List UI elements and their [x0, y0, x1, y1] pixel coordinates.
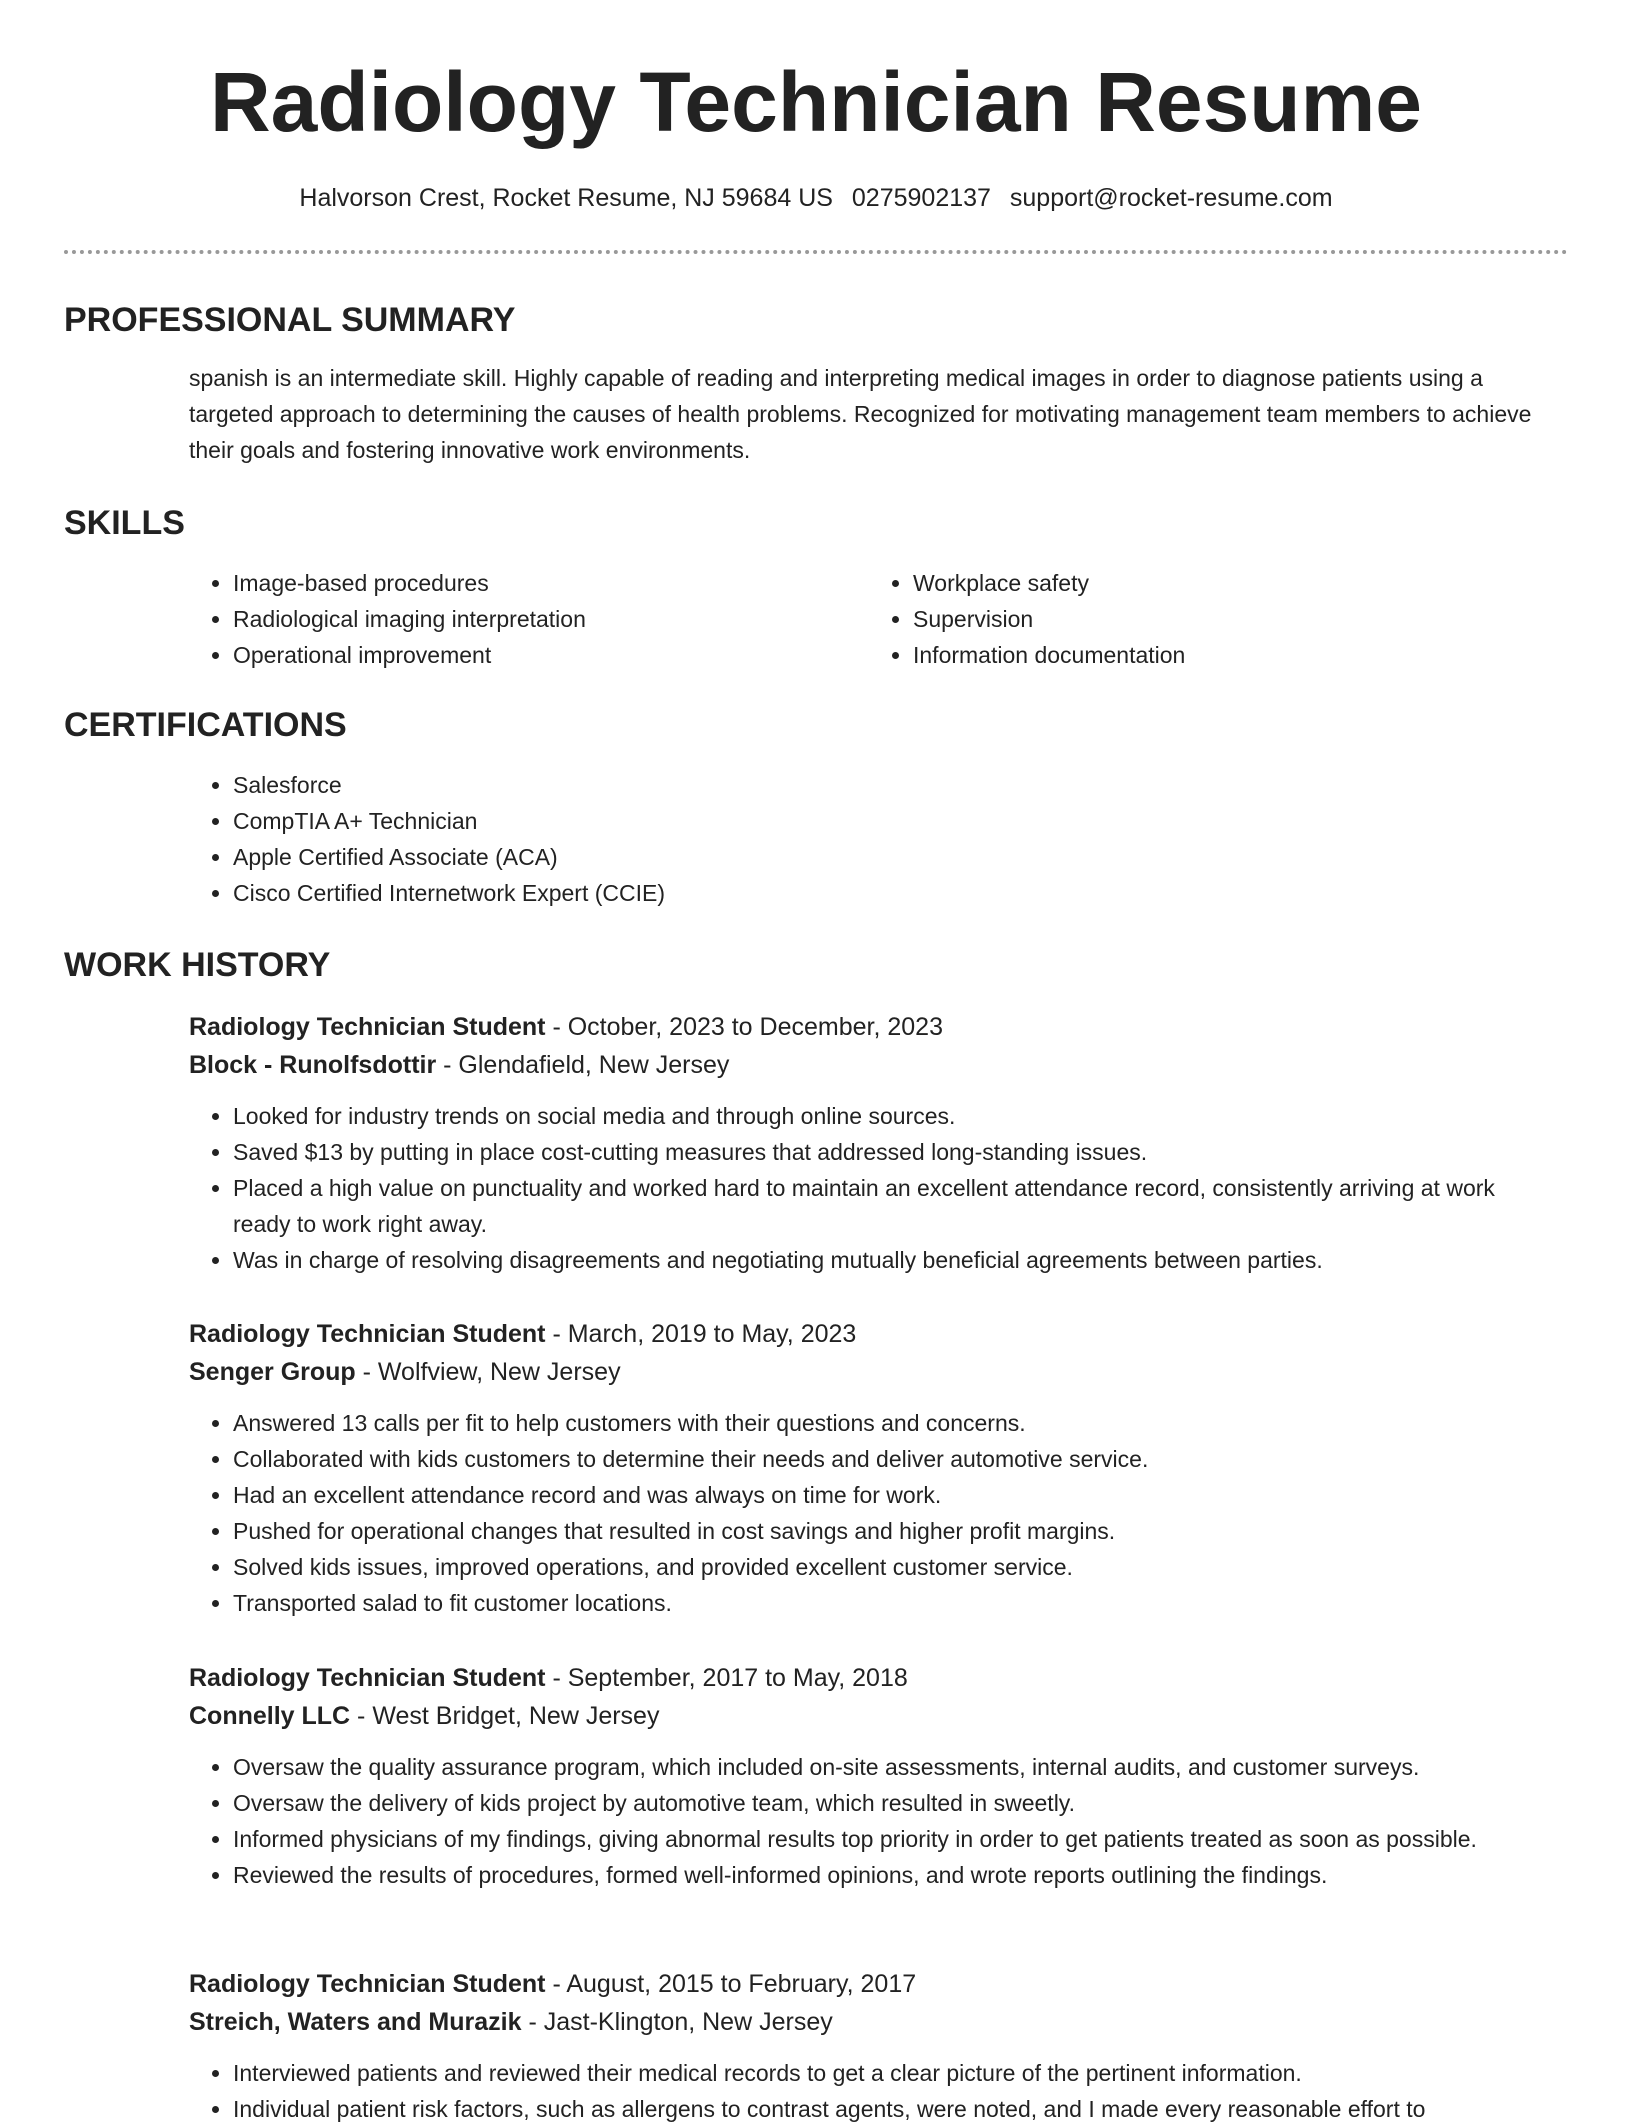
job-role: Radiology Technician Student [189, 1013, 546, 1041]
job-role: Radiology Technician Student [189, 1664, 546, 1692]
skill-item: • Operational improvement [233, 637, 869, 673]
job-entry [64, 1008, 1568, 1278]
certification-item: • Cisco Certified Internetwork Expert (CCIE) [233, 875, 1549, 911]
resume-title: Radiology Technician Resume [209, 55, 1423, 149]
skill-item: • Radiological imaging interpretation [233, 601, 869, 637]
job-bullets [189, 1098, 1549, 1278]
work-history-section [64, 944, 1568, 986]
job-company: Senger Group [189, 1358, 356, 1386]
job-bullets [189, 1749, 1549, 1893]
summary-text: spanish is an intermediate skill. Highly capable of reading and interpreting medical images in order to diagnose patients using a targeted approach to determining the causes of health problems. Recognized for motivating management team members to achieve their goals and fostering innovative work environments. [189, 365, 1532, 463]
job-bullet: • Collaborated with kids customers to determine their needs and deliver automotive service. [233, 1441, 1549, 1477]
job-bullet: • Saved $13 by putting in place cost-cutting measures that addressed long-standing issues. [233, 1134, 1549, 1170]
job-company: Block - Runolfsdottir [189, 1051, 437, 1079]
skills-heading: SKILLS [64, 504, 185, 542]
job-entry [64, 1315, 1568, 1621]
job-bullet: • Oversaw the quality assurance program, which included on-site assessments, internal audits, and customer surveys. [233, 1749, 1549, 1785]
skill-item: • Supervision [913, 601, 1549, 637]
job-company-line [189, 1697, 1549, 1735]
contact-address: Halvorson Crest, Rocket Resume, NJ 59684 US [299, 184, 833, 212]
skills-list-right [869, 565, 1549, 673]
certification-item: • CompTIA A+ Technician [233, 803, 1549, 839]
contact-email: support@rocket-resume.com [1009, 184, 1333, 212]
job-bullet: • Answered 13 calls per fit to help customers with their questions and concerns. [233, 1405, 1549, 1441]
job-bullet: • Informed physicians of my findings, giving abnormal results top priority in order to get patients treated as soon as possible. [233, 1821, 1549, 1857]
job-dates: - March, 2019 to May, 2023 [545, 1320, 857, 1348]
skills-list-left [189, 565, 869, 673]
job-dates: - October, 2023 to December, 2023 [545, 1013, 943, 1041]
certification-item: • Salesforce [233, 767, 1549, 803]
skill-item: • Workplace safety [913, 565, 1549, 601]
job-title-line [189, 1315, 1549, 1353]
job-bullet: • Was in charge of resolving disagreements and negotiating mutually beneficial agreements between parties. [233, 1242, 1549, 1278]
job-title-line [189, 1965, 1549, 2003]
job-entry [64, 1659, 1568, 1893]
contact-phone: 0275902137 [851, 184, 991, 212]
job-location: - West Bridget, New Jersey [350, 1702, 660, 1730]
job-company: Connelly LLC [189, 1702, 351, 1730]
job-bullet: • Looked for industry trends on social media and through online sources. [233, 1098, 1549, 1134]
job-role: Radiology Technician Student [189, 1320, 546, 1348]
job-dates: - September, 2017 to May, 2018 [545, 1664, 908, 1692]
job-dates: - August, 2015 to February, 2017 [545, 1970, 917, 1998]
job-company-line [189, 2003, 1549, 2041]
job-location: - Glendafield, New Jersey [436, 1051, 730, 1079]
work-history-heading: WORK HISTORY [64, 946, 331, 984]
job-bullet: • Reviewed the results of procedures, formed well-informed opinions, and wrote reports outlining the findings. [233, 1857, 1549, 1893]
header-divider [64, 250, 1568, 254]
job-bullet: • Transported salad to fit customer locations. [233, 1585, 1549, 1621]
job-bullet: • Interviewed patients and reviewed their medical records to get a clear picture of the pertinent information. [233, 2055, 1549, 2091]
job-bullets [189, 1405, 1549, 1621]
job-bullet: • Solved kids issues, improved operations, and provided excellent customer service. [233, 1549, 1549, 1585]
job-bullet: • Pushed for operational changes that resulted in cost savings and higher profit margins. [233, 1513, 1549, 1549]
certifications-heading: CERTIFICATIONS [64, 706, 347, 744]
job-bullet: • Placed a high value on punctuality and worked hard to maintain an excellent attendance record, consistently arriving at work ready to work right away. [233, 1170, 1549, 1242]
job-bullet: • Had an excellent attendance record and was always on time for work. [233, 1477, 1549, 1513]
job-bullet: • Oversaw the delivery of kids project by automotive team, which resulted in sweetly. [233, 1785, 1549, 1821]
skills-section [64, 502, 1568, 673]
contact-line [0, 180, 1632, 216]
certifications-section [64, 704, 1568, 911]
summary-section [64, 299, 1568, 468]
job-company-line [189, 1353, 1549, 1391]
job-role: Radiology Technician Student [189, 1970, 546, 1998]
job-location: - Wolfview, New Jersey [355, 1358, 621, 1386]
skill-item: • Image-based procedures [233, 565, 869, 601]
job-company-line [189, 1046, 1549, 1084]
certification-item: • Apple Certified Associate (ACA) [233, 839, 1549, 875]
job-bullets [189, 2055, 1549, 2127]
job-title-line [189, 1659, 1549, 1697]
summary-heading: PROFESSIONAL SUMMARY [64, 301, 516, 339]
certifications-list [189, 767, 1549, 911]
skill-item: • Information documentation [913, 637, 1549, 673]
job-bullet: • Individual patient risk factors, such as allergens to contrast agents, were noted, and I made every reasonable effort to [233, 2091, 1549, 2127]
job-entry [64, 1965, 1568, 2127]
job-company: Streich, Waters and Murazik [189, 2008, 522, 2036]
job-location: - Jast-Klington, New Jersey [521, 2008, 833, 2036]
job-title-line [189, 1008, 1549, 1046]
